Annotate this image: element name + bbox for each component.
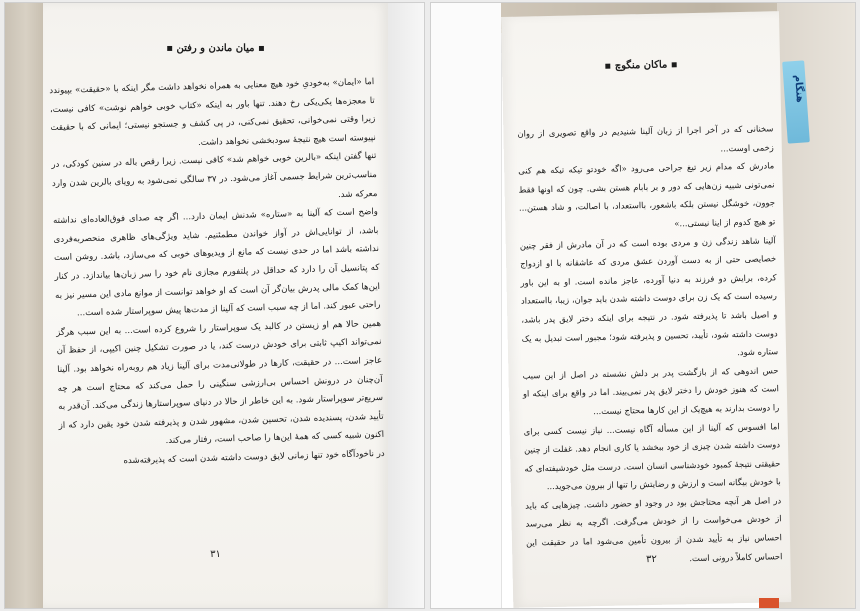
page-number: ۳۱ [210, 549, 221, 560]
page-header: ▪ ماکان منگوچ ▪ [604, 59, 678, 72]
right-photo [430, 2, 856, 609]
paragraph: همین حالا هم او زیستن در کالبد یک سوپراستار را شروع کرده است... به این سبب هرگز نمی‌تواند اکیپ ثابتی برای خودش درست کند، یا در صورت تشکیل چنین اکیپی، از حفظ آن عاجز است... در حقیقت، کارها در طولانی‌مدت برای آلینا زیاد هم روبه‌راه نخواهد بود. آلینا آن‌چنان در درونش احساس بی‌ارزشی سنگینی را حمل می‌کند که محتاج است هر چه سریع‌تر سوپراستار شود. به این خاطر از حالا در دنیای سوپراستارها زندگی می‌کند. آن‌قدر به تأیید شدن، پسندیده شدن، تحسین شدن، مشهور شدن و پذیرفته شدن خود یقین دارد که از اکنون شبیه کسی که همهٔ این‌ها را صاحب است، رفتار می‌کند. [55, 318, 385, 447]
paragraph: در ناخودآگاه خود تنها زمانی لایق دوست داشته شدن است که پذیرفته‌شده [123, 448, 385, 467]
paragraph: سخنانی که در آخر اجرا از زبان آلینا شنیدیم در واقع تصویری از روان زخمی اوست... [517, 123, 774, 154]
paragraph: اما «ایمان» به‌خودیِ خود هیچ معنایی به همراه نخواهد داشت مگر اینکه با «حقیقت» بپیوندد تا معجزه‌ها یکی‌یکی رخ دهند. تنها باور به اینکه «کتاب خوبی خواهم نوشت» کافی نیست، زیرا وقتی نمی‌خوانی، تحقیق نمی‌کنی، در پی کشف و جستجو نیستی؛ ایمانی که با حقیقت نپیوسته است هیچ نتیجهٔ سودبخشی نخواهد داشت. [49, 76, 376, 148]
book-page-left [43, 3, 388, 608]
bookmark-label: هنگام [792, 74, 806, 104]
page-header: ▪ میان ماندن و رفتن ▪ [166, 43, 265, 54]
decorative-object [759, 598, 779, 608]
background-surface [5, 3, 47, 608]
page-number: ۳۲ [645, 553, 657, 566]
paragraph: واضح است که آلینا به «ستاره» شدنش ایمان دارد... اگر چه صدای فوق‌العاده‌ای نداشته باشد، از توانایی‌اش در آواز خواندن مطمئنیم. شاید ویژگی‌های ظاهری منحصربه‌فردی نداشته باشد اما در حدی نیست که مانع از ویدیوهای خوبی که می‌سازد، باشد. روشن است که پتانسیل آن را دارد که حداقل در پلتفورم مجازی نام خود را سر زبان‌ها بیاندازد. در کنار این‌ها کمک مالی پدرش بیان‌گر آن است که او خواهد توانست از موانع مادی این مسیر نیز به راحتی عبور کند. اما از چه سبب است که آلینا از مدت‌ها پیش سوپراستار شده است... [52, 207, 381, 319]
book-page-right [501, 11, 791, 608]
background-surface [431, 3, 502, 608]
page-edge [385, 3, 424, 608]
paragraph: تنها گفتن اینکه «بالرین خوبی خواهم شد» کافی نیست. زیرا رقص باله در سنین کودکی، در مناسب‌ترین شرایط جسمی آغاز می‌شود. در ۳۷ سالگی نمی‌شود به رویای بالرین شدن وارد معرکه شد. [51, 151, 378, 200]
paragraph: اما افسوس که آلینا از این مسأله آگاه نیست... نیاز نیست کسی برای دوست داشته شدن چیزی از خود ببخشد یا کاری انجام دهد. غفلت از چنین حقیقتی نتیجهٔ کمبود خودشناسی انسان است. درست مثل خودشیفته‌ای که با خودش بیگانه است و ارزش و رضایتش را تنها از بیرون می‌جوید... [523, 420, 781, 492]
left-photo [4, 2, 425, 609]
page-body [49, 73, 385, 472]
paragraph: در اصل هر آنچه محتاجش بود در وجود او حضور داشت. چیزهایی که باید از خودش می‌خواست را از خودش می‌گرفت. اگرچه به نظر می‌رسد احساس نیاز به تأیید شدن از بیرون تأمین می‌شود اما در حقیقت این احساس کاملاً درونی است. [525, 495, 783, 563]
page-body [517, 119, 782, 571]
paragraph: مادرش که مدام زیر تیغ جراحی می‌رود «اگه خودتو تیکه تیکه هم کنی نمی‌تونی شبیه زن‌هایی که دور و بر بابام هستن بشی. چون که اونها فقط جوون، خوشگل نیستن بلکه باشعور، بااستعداد، با اصالت، و شاد هستن... تو هیچ کدوم از اینا نیستی...» [518, 160, 776, 229]
paragraph: آلینا شاهد زندگی زن و مردی بوده است که در آن مادرش از فقر چنین خصایصی حتی از به دست آوردن عشق مردی که عاشقانه با او ازدواج کرده، برایش دو فرزند به دنیا آورده، عاجز مانده است. او به این باور رسیده است که یک زن برای دوست داشته شدن باید جوان، زیبا، بااستعداد و اصیل باشد تا پذیرفته شود. در نتیجه برای اینکه دختر لایق پدر باشد، دوست داشته شود، تأیید، تحسین و پذیرفته شود؛ مجبور است تبدیل به یک ستاره شود. [519, 234, 779, 358]
paragraph: حس اندوهی که از بازگشت پدر بر دلش نشسته در اصل از این سبب است که هنوز خودش را دختر لایق پدر نمی‌بیند. اما در واقع برای اینکه او را دوست بدارند به هیچ‌یک از این کارها محتاج نیست... [522, 364, 780, 417]
